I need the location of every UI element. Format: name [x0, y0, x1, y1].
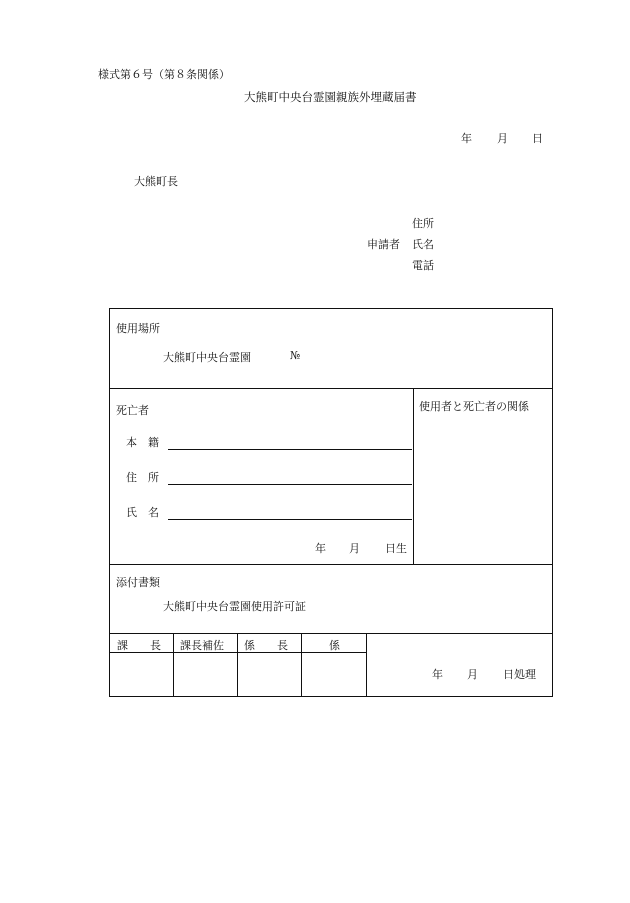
attachments-item: 大熊町中央台霊園使用許可証 [163, 600, 306, 613]
attachments-label: 添付書類 [116, 576, 160, 589]
deceased-name-label: 氏 名 [126, 506, 159, 519]
date-year: 年 [461, 132, 472, 145]
processed-month: 月 [467, 668, 478, 681]
date-day: 日 [532, 132, 543, 145]
deceased-registry-field[interactable] [168, 449, 412, 450]
usage-location-number-label: № [290, 349, 301, 362]
document-title: 大熊町中央台霊園親族外埋蔵届書 [244, 90, 417, 104]
deceased-address-label: 住 所 [126, 471, 159, 484]
applicant-label: 申請者 [367, 238, 400, 251]
birth-year: 年 [315, 542, 326, 555]
approval-header-section-chief: 課 長 [117, 639, 161, 652]
addressee: 大熊町長 [134, 175, 178, 188]
usage-location-label: 使用場所 [116, 322, 160, 335]
applicant-name-label: 氏名 [412, 238, 434, 251]
birth-month: 月 [349, 542, 360, 555]
birth-day: 日生 [385, 542, 407, 555]
date-month: 月 [497, 132, 508, 145]
form-number: 様式第６号（第８条関係） [98, 68, 230, 81]
applicant-address-label: 住所 [412, 217, 434, 230]
processed-year: 年 [432, 668, 443, 681]
relationship-label: 使用者と死亡者の関係 [419, 400, 529, 413]
deceased-name-field[interactable] [168, 519, 412, 520]
deceased-registry-label: 本 籍 [126, 436, 159, 449]
applicant-phone-label: 電話 [412, 259, 434, 272]
approval-header-assistant-chief: 課長補佐 [180, 639, 224, 652]
approval-header-unit-chief: 係 長 [244, 639, 288, 652]
usage-location-cemetery: 大熊町中央台霊園 [163, 351, 251, 364]
deceased-label: 死亡者 [116, 404, 149, 417]
approval-header-staff: 係 [329, 639, 340, 652]
processed-day: 日処理 [503, 668, 536, 681]
deceased-address-field[interactable] [168, 484, 412, 485]
